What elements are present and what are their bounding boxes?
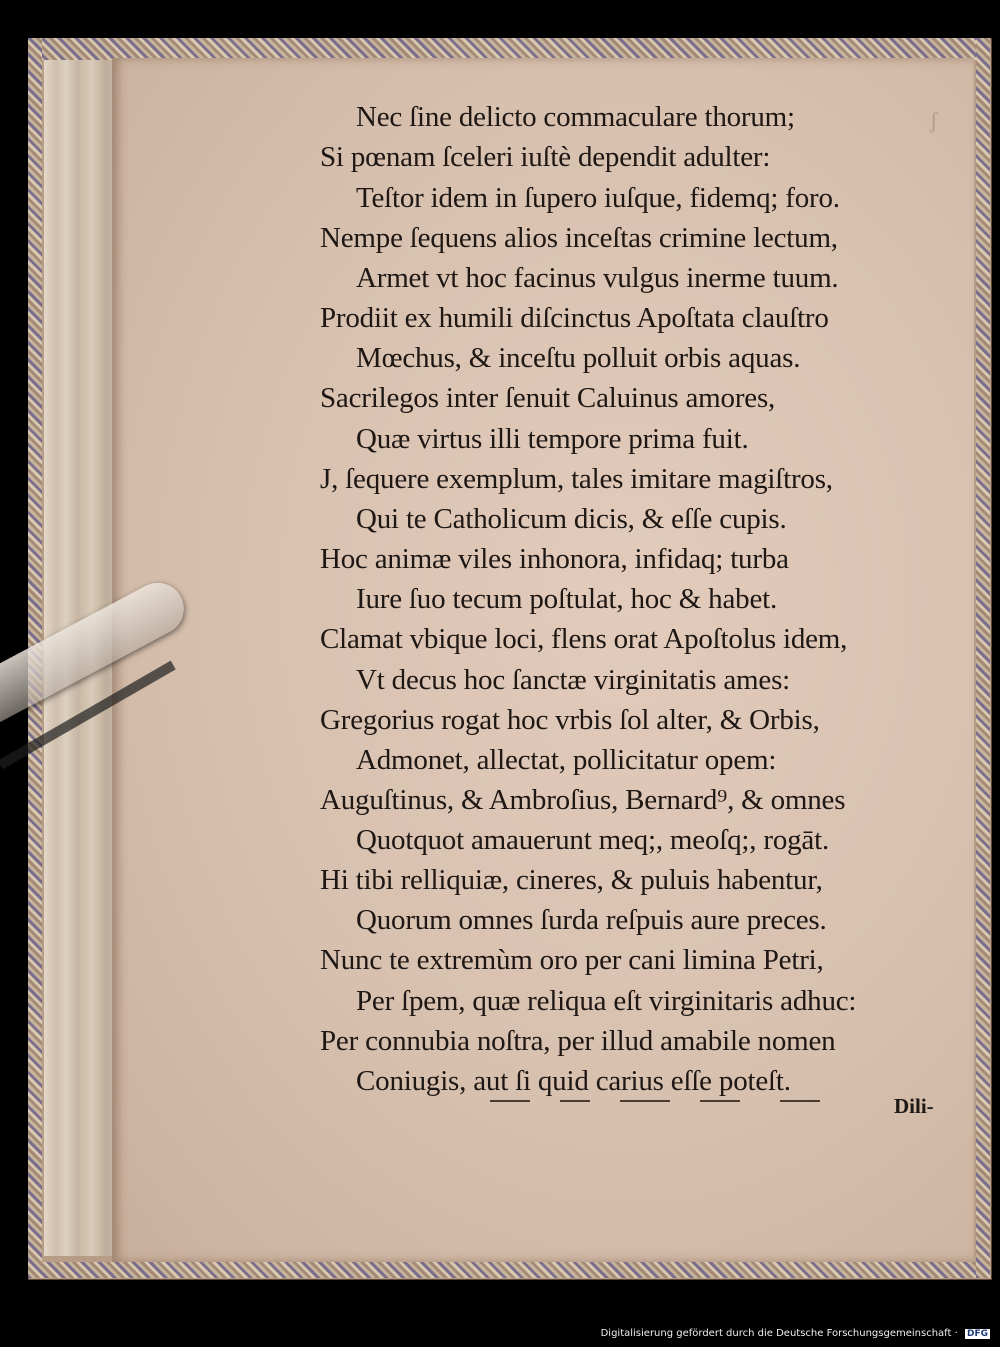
verse-line: Quorum omnes ſurda reſpuis aure preces.: [356, 904, 827, 936]
damaged-rule: [700, 1100, 740, 1102]
verse-line: Teſtor idem in ſupero iuſque, fidemq; foro.: [356, 182, 840, 214]
verse-line: Iure ſuo tecum poſtulat, hoc & habet.: [356, 583, 778, 615]
digitization-credit: [601, 1328, 990, 1339]
verse-line: Hoc animæ viles inhonora, infidaq; turba: [320, 543, 789, 575]
damaged-rule: [620, 1100, 670, 1102]
verse-line: Nec ſine delicto commaculare thorum;: [356, 101, 795, 133]
marbled-edge-bottom: [28, 1262, 990, 1278]
verse-line: Nempe ſequens alios inceſtas crimine lectum,: [320, 222, 838, 254]
credit-text: Digitalisierung gefördert durch die Deutsche Forschungsgemeinschaft ·: [600, 1328, 958, 1339]
marbled-edge-top: [28, 38, 990, 60]
verse-line: Quotquot amauerunt meq;, meoſq;, rogāt.: [356, 824, 830, 856]
verse-line: Armet vt hoc facinus vulgus inerme tuum.: [356, 262, 839, 294]
catchword: Dili-: [894, 1094, 934, 1118]
verse-line: Si pœnam ſceleri iuſtè dependit adulter:: [320, 141, 771, 173]
verse-line: J, ſequere exemplum, tales imitare magiſtros,: [320, 463, 833, 495]
marbled-edge-right: [976, 38, 990, 1278]
damaged-rule: [560, 1100, 590, 1102]
damaged-rule: [780, 1100, 820, 1102]
verse-line: Per connubia noſtra, per illud amabile nomen: [320, 1025, 836, 1057]
verse-line: Mœchus, & inceſtu polluit orbis aquas.: [356, 342, 801, 374]
verse-line: Admonet, allectat, pollicitatur opem:: [356, 744, 777, 776]
verse-line: Auguſtinus, & Ambroſius, Bernard⁹, & omnes: [320, 784, 846, 816]
verse-line: Clamat vbique loci, flens orat Apoſtolus idem,: [320, 623, 848, 655]
damaged-rule: [490, 1100, 530, 1102]
verse-line: Quæ virtus illi tempore prima fuit.: [356, 423, 749, 455]
verse-line: Sacrilegos inter ſenuit Caluinus amores,: [320, 382, 776, 414]
verse-line: Nunc te extremùm oro per cani limina Petri,: [320, 944, 824, 976]
verse-line: Gregorius rogat hoc vrbis ſol alter, & Orbis,: [320, 704, 820, 736]
verse-line: Coniugis, aut ſi quid carius eſſe poteſt.: [356, 1065, 791, 1097]
verse-line: Per ſpem, quæ reliqua eſt virginitaris adhuc:: [356, 985, 857, 1017]
verse-line: Hi tibi relliquiæ, cineres, & puluis habentur,: [320, 864, 823, 896]
bleed-through-mark: ʃ: [930, 108, 938, 133]
verse-line: Prodiit ex humili diſcinctus Apoſtata clauſtro: [320, 302, 829, 334]
dfg-logo: DFG: [966, 1329, 988, 1339]
verse-line: Qui te Catholicum dicis, & eſſe cupis.: [356, 503, 787, 535]
verse-line: Vt decus hoc ſanctæ virginitatis ames:: [356, 664, 791, 696]
